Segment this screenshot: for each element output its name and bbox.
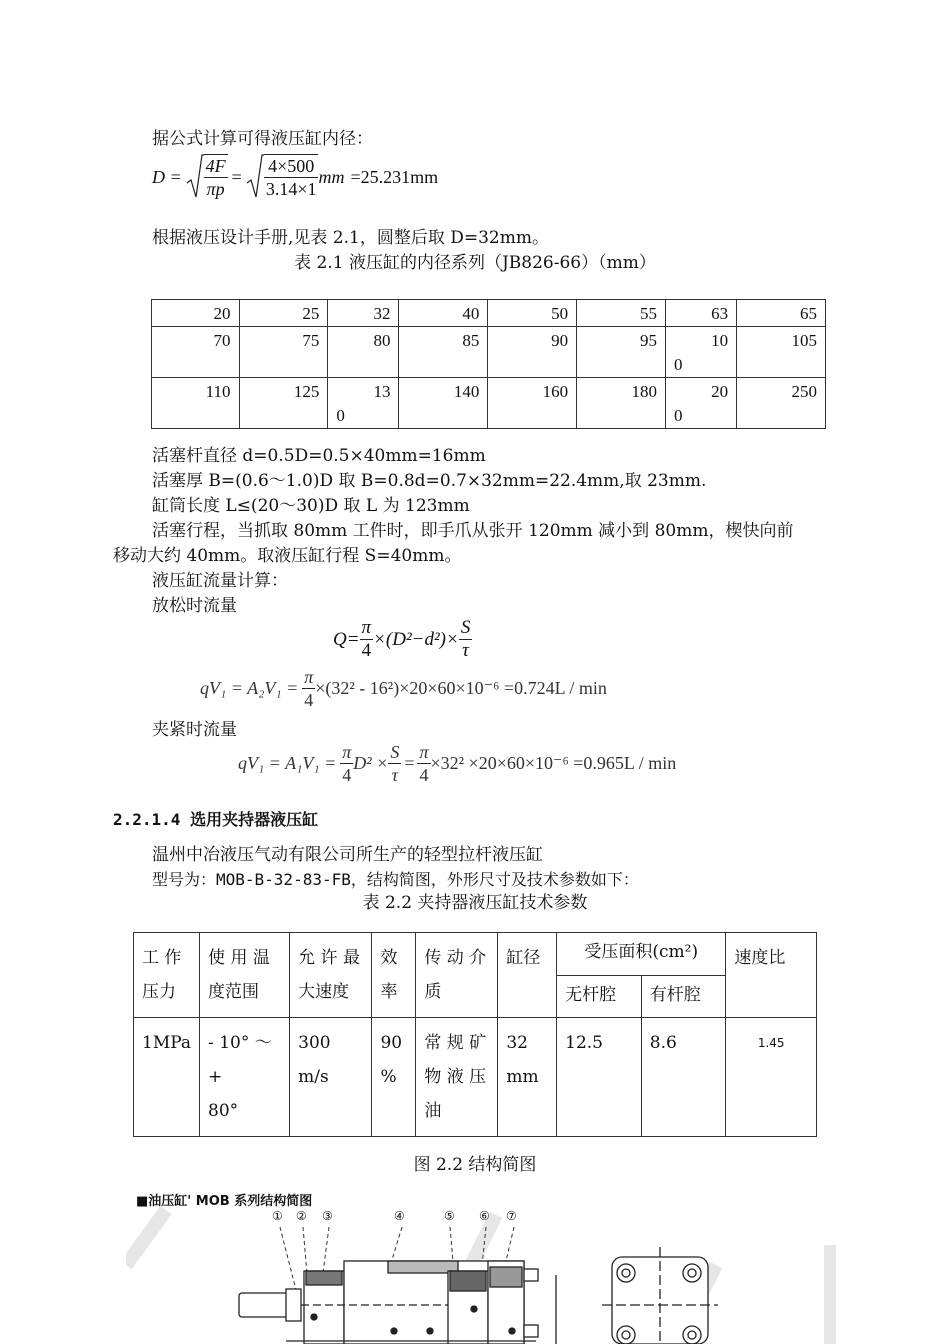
clamp-flow-label: 夹紧时流量 <box>152 720 237 740</box>
callout-5: ⑤ <box>444 1209 455 1223</box>
table1-cell <box>666 378 737 429</box>
table1-cell: 40 <box>399 300 488 327</box>
intro-text: 据公式计算可得液压缸内径： <box>152 129 373 149</box>
t2-cell-rodless: 12.5 <box>557 1018 642 1137</box>
callout-7: ⑦ <box>506 1209 517 1223</box>
table1-cell-line: 0 <box>674 406 683 425</box>
formula-diameter <box>152 152 438 202</box>
formula-qv2-eq: = <box>404 753 415 773</box>
table1-cell: 65 <box>737 300 826 327</box>
table1-cell: 140 <box>399 378 488 429</box>
formula-q-pi-frac <box>360 617 374 662</box>
formula-d-frac1 <box>204 154 228 200</box>
callout-6: ⑥ <box>479 1209 490 1223</box>
table1-cell: 90 <box>488 327 577 378</box>
t2-cell-efficiency: 90 % <box>372 1018 416 1137</box>
callout-1: ① <box>272 1209 283 1223</box>
formula-qv1-frac <box>302 666 315 711</box>
t2-cell-rod: 8.6 <box>641 1018 726 1137</box>
table1-cell-line: 0 <box>336 406 345 425</box>
cylinder-end-view <box>602 1247 718 1344</box>
callout-4: ④ <box>394 1209 405 1223</box>
formula-q-pi: π <box>361 617 372 638</box>
formula-qv1-rest: ×(32² - 16²)×20×60×10⁻⁶ =0.724L / min <box>315 678 607 698</box>
table1-cell: 80 <box>328 327 399 378</box>
piston-thickness-text: 活塞厚 B=(0.6～1.0)D 取 B=0.8d=0.7×32mm=22.4mm,取 23mm. <box>152 471 707 491</box>
diagram-title: ■油压缸' MOB 系列结构简图 <box>136 1194 313 1209</box>
formula-d-den1: πp <box>206 179 225 199</box>
table1 <box>151 299 826 429</box>
formula-q <box>333 617 472 662</box>
sqrt-icon <box>186 153 204 201</box>
table1-row <box>152 378 826 429</box>
table1-cell: 105 <box>737 327 826 378</box>
table1-cell: 160 <box>488 378 577 429</box>
table1-cell: 125 <box>239 378 328 429</box>
formula-d-eq: = <box>231 166 242 187</box>
formula-qv1-lhs: qV₁ = A₂V₁ = <box>200 678 299 698</box>
formula-qv2-four: 4 <box>342 765 352 785</box>
t2-header-area: 受压面积(cm²) <box>557 933 726 976</box>
table1-cell-line: 0 <box>674 355 683 374</box>
t2-header-ratio: 速度比 <box>726 933 817 1018</box>
table1-cell: 55 <box>577 300 666 327</box>
formula-qv-release <box>200 666 607 711</box>
formula-qv2-lhs: qV₁ = A₁V₁ = <box>238 753 337 773</box>
table1-cell: 85 <box>399 327 488 378</box>
formula-d-lhs: D = <box>152 166 182 187</box>
cylinder-body <box>239 1261 556 1344</box>
flow-calc-text: 液压缸流量计算： <box>152 571 288 591</box>
formula-qv2-pi: π <box>342 742 352 762</box>
release-flow-label: 放松时流量 <box>152 596 237 616</box>
formula-qv2-tau: τ <box>391 765 399 785</box>
formula-q-s: S <box>460 617 471 638</box>
sqrt-icon <box>246 153 264 201</box>
formula-qv2-s: S <box>390 742 400 762</box>
formula-d-num2: 4×500 <box>264 155 319 178</box>
formula-d-frac2 <box>264 154 319 200</box>
table1-cell: 20 <box>152 300 240 327</box>
formula-d-result: =25.231mm <box>350 166 439 187</box>
formula-qv2-rest: ×32² ×20×60×10⁻⁶ =0.965L / min <box>430 753 677 773</box>
formula-q-lhs: Q= <box>333 628 360 650</box>
cylinder-diagram <box>126 1205 836 1344</box>
callout-3: ③ <box>322 1209 333 1223</box>
table1-cell: 50 <box>488 300 577 327</box>
formula-d-unit: mm <box>318 166 345 187</box>
t2-subheader-rod: 有杆腔 <box>641 975 726 1018</box>
section-heading: 2.2.1.4 选用夹持器液压缸 <box>113 810 319 829</box>
table1-cell: 25 <box>239 300 328 327</box>
t2-cell-medium: 常 规 矿 物 液 压 油 <box>416 1018 498 1137</box>
table1-cell-line: 13 <box>373 382 391 401</box>
table1-row <box>152 300 826 327</box>
table1-cell: 180 <box>577 378 666 429</box>
formula-q-s-frac <box>459 617 473 662</box>
t2-header-speed: 允 许 最 大速度 <box>290 933 372 1018</box>
stroke-text-1: 活塞行程，当抓取 80mm 工件时，即手爪从张开 120mm 减小到 80mm，楔快向前 <box>152 521 794 541</box>
table1-cell-line: 10 <box>711 331 729 350</box>
stroke-text-2: 移动大约 40mm。取液压缸行程 S=40mm。 <box>113 546 462 566</box>
formula-qv2-frac1 <box>340 741 353 786</box>
t2-cell-temp: - 10° ～+ 80° <box>200 1018 290 1137</box>
formula-d-den2: 3.14×1 <box>265 179 317 199</box>
t2-header-efficiency: 效 率 <box>372 933 416 1018</box>
formula-qv1-pi: π <box>304 667 314 687</box>
figure-caption: 图 2.2 结构简图 <box>413 1155 537 1175</box>
table2 <box>133 932 817 1137</box>
table1-cell: 250 <box>737 378 826 429</box>
table1-cell <box>666 327 737 378</box>
table1-cell: 75 <box>239 327 328 378</box>
t2-header-bore: 缸径 <box>498 933 557 1018</box>
t2-subheader-rodless: 无杆腔 <box>557 975 642 1018</box>
formula-qv2-pi2: π <box>419 742 429 762</box>
formula-qv2-four2: 4 <box>419 765 429 785</box>
table1-cell: 110 <box>152 378 240 429</box>
formula-qv1-four: 4 <box>304 690 314 710</box>
formula-q-tau: τ <box>462 640 469 661</box>
table1-cell: 32 <box>328 300 399 327</box>
t2-header-temp: 使 用 温 度范围 <box>200 933 290 1018</box>
formula-qv-clamp <box>238 741 676 786</box>
table2-caption: 表 2.2 夹持器液压缸技术参数 <box>362 893 588 913</box>
table1-cell <box>328 378 399 429</box>
callout-2: ② <box>296 1209 307 1223</box>
table1-cell-line: 20 <box>711 382 729 401</box>
section-text-1: 温州中冶液压气动有限公司所生产的轻型拉杆液压缸 <box>152 845 543 865</box>
formula-q-four: 4 <box>361 640 372 661</box>
table1-cell: 95 <box>577 327 666 378</box>
t2-cell-bore: 32 mm <box>498 1018 557 1137</box>
t2-cell-pressure: 1MPa <box>134 1018 200 1137</box>
formula-d-num1: 4F <box>205 156 226 176</box>
table1-row <box>152 327 826 378</box>
cylinder-drawing <box>126 1205 836 1344</box>
formula-q-mid: ×(D²−d²)× <box>373 628 459 650</box>
after-formula-text: 根据液压设计手册,见表 2.1，圆整后取 D=32mm。 <box>152 228 549 248</box>
formula-qv2-frac2 <box>388 741 401 786</box>
section-text-2: 型号为：MOB-B-32-83-FB，结构简图，外形尺寸及技术参数如下： <box>152 870 639 889</box>
cylinder-length-text: 缸筒长度 L≤(20～30)D 取 L 为 123mm <box>152 496 470 516</box>
t2-cell-ratio: 1.45 <box>726 1018 817 1137</box>
t2-header-pressure: 工 作 压力 <box>134 933 200 1018</box>
t2-cell-speed: 300 m/s <box>290 1018 372 1137</box>
table1-cell: 63 <box>666 300 737 327</box>
formula-qv2-mid: D² × <box>353 753 389 773</box>
table1-cell: 70 <box>152 327 240 378</box>
piston-rod-text: 活塞杆直径 d=0.5D=0.5×40mm=16mm <box>152 446 486 466</box>
formula-qv2-frac3 <box>417 741 430 786</box>
table1-caption: 表 2.1 液压缸的内径系列（JB826-66）（mm） <box>294 253 656 273</box>
t2-header-medium: 传 动 介 质 <box>416 933 498 1018</box>
